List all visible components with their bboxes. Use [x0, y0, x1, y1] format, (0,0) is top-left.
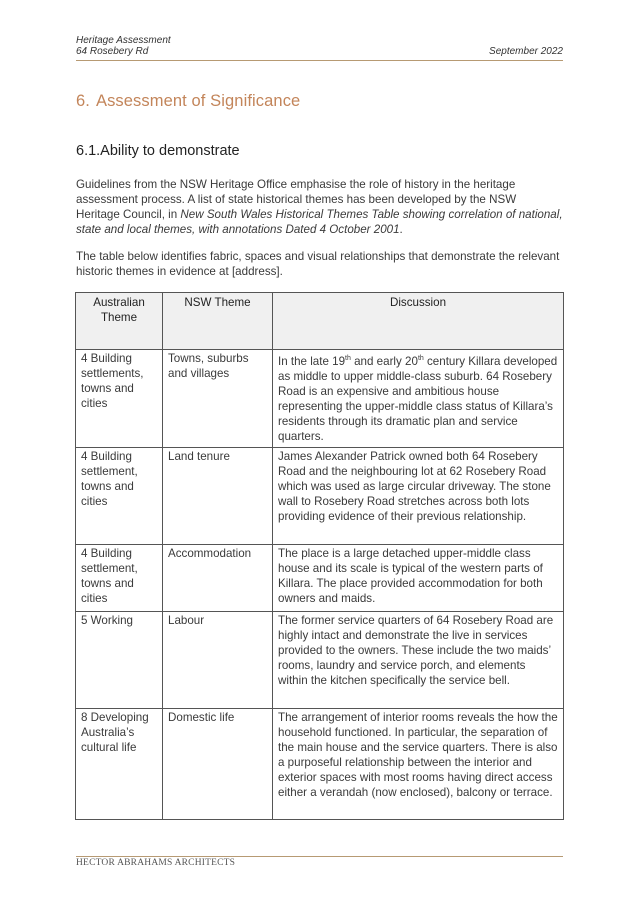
column-header-nsw-theme: NSW Theme: [163, 293, 273, 350]
ordinal-suffix: th: [417, 355, 424, 362]
discussion-cell: The former service quarters of 64 Rosebery Road are highly intact and demonstrate the live in services provided to the owners. These include the two maids’ rooms, laundry and service porch, and elements within the kitchen specifically the service bell.: [273, 611, 564, 708]
table-row: [76, 611, 564, 708]
intro-text: Guidelines from the NSW Heritage Office emphasise the role of history in the heritage assessment process. A list of state historical themes has been developed by the NSW Heritage Council, in: [76, 178, 517, 221]
table-header-row: [76, 293, 564, 350]
table-intro-paragraph: The table below identifies fabric, spaces and visual relationships that demonstrate the relevant historic themes in evidence at [address].: [76, 250, 560, 278]
intro-paragraph: [76, 177, 563, 237]
header-address: 64 Rosebery Rd: [76, 46, 149, 57]
table-row: [76, 544, 564, 611]
nsw-theme-cell: Towns, suburbs and villages: [163, 350, 273, 448]
discussion-text: In the late 19: [278, 354, 346, 368]
section-title: Assessment of Significance: [95, 92, 301, 110]
footer-firm-name: HECTOR ABRAHAMS ARCHITECTS: [76, 858, 236, 868]
table-row: [76, 447, 564, 544]
australian-theme-cell: 4 Building settlement, towns and cities: [76, 447, 163, 544]
header-document-title: Heritage Assessment: [76, 35, 171, 46]
column-header-discussion: Discussion: [273, 293, 564, 350]
discussion-cell: [273, 350, 564, 448]
section-number: 6.: [76, 92, 90, 110]
nsw-theme-cell: Accommodation: [163, 544, 273, 611]
intro-citation: New South Wales Historical Themes Table showing correlation of national, state and local themes, with annotations Dated 4 October 2001: [76, 208, 563, 236]
nsw-theme-cell: Land tenure: [163, 447, 273, 544]
page-header: [76, 35, 563, 57]
header-date: September 2022: [489, 46, 563, 57]
australian-theme-cell: 8 Developing Australia’s cultural life: [76, 708, 163, 819]
themes-table: [75, 292, 564, 820]
discussion-cell: James Alexander Patrick owned both 64 Rosebery Road and the neighbouring lot at 62 Rosebery Road which was used as large circular driveway. The stone wall to Rosebery Road stretches across both lots providing evidence of their previous relationship.: [273, 447, 564, 544]
intro-text-end: .: [399, 223, 403, 236]
discussion-text: and early 20: [350, 354, 418, 368]
australian-theme-cell: 4 Building settlements, towns and cities: [76, 350, 163, 448]
section-heading: [76, 92, 300, 111]
table-row: [76, 708, 564, 819]
ordinal-suffix: th: [345, 355, 351, 362]
subsection-heading: 6.1.Ability to demonstrate: [76, 143, 240, 159]
discussion-cell: The arrangement of interior rooms reveals the how the household functioned. In particular, the separation of the main house and the service quarters. There is also a purposeful relationship between the interior and exterior spaces with most rooms having direct access either a verandah (now enclosed), balcony or terrace.: [273, 708, 564, 819]
nsw-theme-cell: Labour: [163, 611, 273, 708]
column-header-australian-theme: Australian Theme: [76, 293, 163, 350]
table-row: [76, 350, 564, 448]
nsw-theme-cell: Domestic life: [163, 708, 273, 819]
discussion-text: century Killara developed as middle to upper middle-class suburb. 64 Rosebery Road is an expensive and ambitious house representing the upper-middle class status of Killara’s residents through its dramatic plan and service quarters.: [278, 354, 558, 443]
australian-theme-cell: 4 Building settlement, towns and cities: [76, 544, 163, 611]
header-divider: [76, 60, 563, 61]
footer-divider: [76, 856, 563, 857]
australian-theme-cell: 5 Working: [76, 611, 163, 708]
discussion-cell: The place is a large detached upper-middle class house and its scale is typical of the western parts of Killara. The place provided accommodation for both owners and maids.: [273, 544, 564, 611]
